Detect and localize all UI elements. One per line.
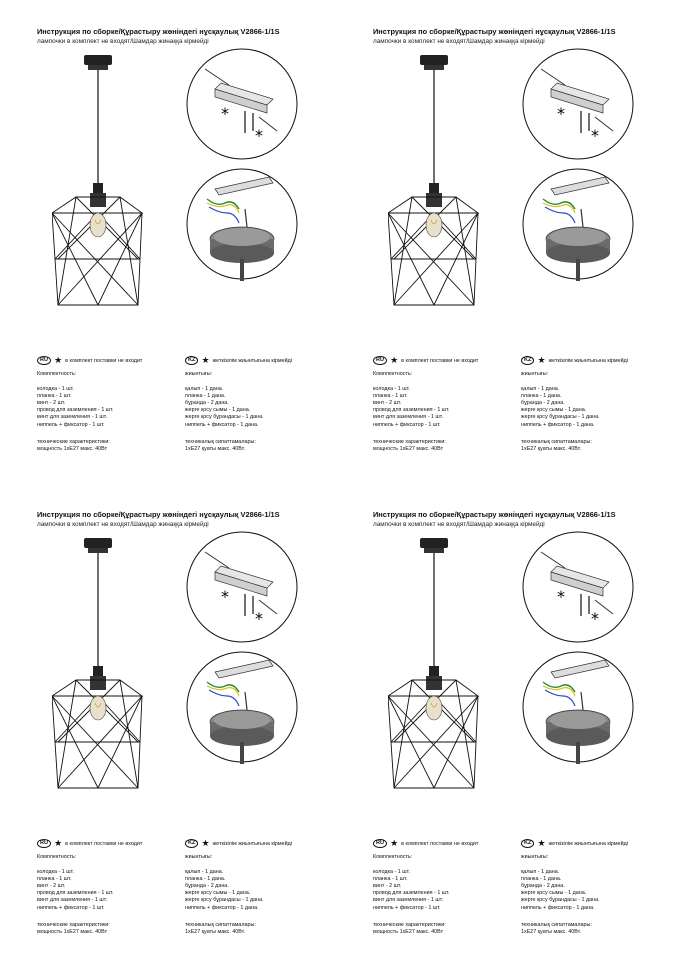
svg-text:*: * xyxy=(255,609,263,628)
panel-title: Инструкция по сборке/Құрастыру жөніндегі нұсқаулық V2866-1/1S xyxy=(373,510,616,519)
list-item: провод для заземления - 1 шт. xyxy=(373,407,450,414)
list-item: колодка - 1 шт. xyxy=(373,869,410,876)
list-item: винт - 2 шт. xyxy=(373,400,402,407)
ru-badge: RU xyxy=(37,839,51,848)
star-icon: ★ xyxy=(54,355,63,365)
list-item: винт - 2 шт. xyxy=(37,883,66,890)
ceiling-bracket-icon xyxy=(185,47,299,161)
list-item: колодка - 1 шт. xyxy=(37,386,74,393)
kz-spec-heading: техникалық сипаттамалары: xyxy=(521,921,592,928)
wiring-canopy-icon xyxy=(521,650,635,764)
list-item: планка - 1 дана. xyxy=(185,876,226,883)
list-item: провод для заземления - 1 шт. xyxy=(373,890,450,897)
list-item: қалып - 1 дана. xyxy=(521,869,560,876)
list-item: қалып - 1 дана. xyxy=(521,386,560,393)
list-item: жерге қосу бұрандасы - 1 дана. xyxy=(185,414,264,421)
star-icon: ★ xyxy=(201,355,210,365)
kz-heading: жиынтығы: xyxy=(185,371,213,377)
list-item: жерге қосу бұрандасы - 1 дана. xyxy=(521,897,600,904)
kz-note-row xyxy=(521,839,628,848)
ru-spec-value: мощность 1хЕ27 макс. 40Вт xyxy=(373,445,444,452)
svg-text:*: * xyxy=(557,104,565,123)
list-item: ниппель + фиксатор - 1 дана. xyxy=(185,904,259,911)
kz-spec-heading: техникалық сипаттамалары: xyxy=(185,921,256,928)
ru-note: в комплект поставки не входит xyxy=(65,357,143,364)
instruction-panel xyxy=(37,27,337,487)
kz-note-row xyxy=(521,356,628,365)
kz-contents xyxy=(185,371,264,453)
pendant-lamp-icon xyxy=(388,55,498,315)
list-item: планка - 1 шт. xyxy=(373,393,408,400)
list-item: жерге қосу сымы - 1 дана. xyxy=(521,407,587,414)
list-item: колодка - 1 шт. xyxy=(37,869,74,876)
ru-heading: Комплектность: xyxy=(37,854,77,860)
svg-text:*: * xyxy=(221,587,229,606)
pendant-lamp-icon xyxy=(388,538,498,798)
star-icon: ★ xyxy=(201,838,210,848)
pendant-lamp-icon xyxy=(52,55,162,315)
list-item: провод для заземления - 1 шт. xyxy=(37,407,114,414)
wiring-canopy-icon xyxy=(185,650,299,764)
kz-badge: KZ xyxy=(521,839,534,848)
ru-heading: Комплектность: xyxy=(37,371,77,377)
ru-contents xyxy=(373,371,450,453)
panel-title: Инструкция по сборке/Құрастыру жөніндегі нұсқаулық V2866-1/1S xyxy=(37,27,280,36)
list-item: колодка - 1 шт. xyxy=(373,386,410,393)
panel-subtitle: лампочки в комплект не входят/Шамдар жинаққа кірмейді xyxy=(373,521,545,528)
panel-subtitle: лампочки в комплект не входят/Шамдар жинаққа кірмейді xyxy=(37,521,209,528)
ru-contents xyxy=(37,371,114,453)
ru-spec-heading: технические характеристики: xyxy=(37,921,110,928)
instruction-panel xyxy=(37,510,337,970)
kz-contents xyxy=(521,854,600,936)
star-icon: ★ xyxy=(537,355,546,365)
ru-spec-heading: технические характеристики: xyxy=(37,438,110,445)
kz-note: жеткізілім жиынтығына кірмейді xyxy=(548,357,628,364)
list-item: бұранда - 2 дана. xyxy=(185,400,229,407)
ru-heading: Комплектность: xyxy=(373,371,413,377)
list-item: винт - 2 шт. xyxy=(373,883,402,890)
ceiling-bracket-icon xyxy=(521,530,635,644)
list-item: планка - 1 шт. xyxy=(37,876,72,883)
star-icon: ★ xyxy=(390,355,399,365)
ceiling-bracket-icon xyxy=(521,47,635,161)
kz-note-row xyxy=(185,356,292,365)
instruction-panel xyxy=(373,27,673,487)
svg-text:*: * xyxy=(557,587,565,606)
list-item: ниппель + фиксатор - 1 шт. xyxy=(37,904,105,911)
list-item: бұранда - 2 дана. xyxy=(521,883,565,890)
kz-heading: жиынтығы: xyxy=(521,854,549,860)
svg-text:*: * xyxy=(591,126,599,145)
list-item: винт для заземления - 1 шт. xyxy=(373,897,444,904)
ru-note-row xyxy=(373,839,478,848)
ru-badge: RU xyxy=(373,839,387,848)
kz-spec-heading: техникалық сипаттамалары: xyxy=(185,438,256,445)
list-item: жерге қосу сымы - 1 дана. xyxy=(521,890,587,897)
star-icon: ★ xyxy=(537,838,546,848)
wiring-canopy-icon xyxy=(521,167,635,281)
list-item: винт для заземления - 1 шт. xyxy=(37,414,108,421)
ru-note-row xyxy=(37,839,142,848)
list-item: планка - 1 дана. xyxy=(521,393,562,400)
panel-subtitle: лампочки в комплект не входят/Шамдар жинаққа кірмейді xyxy=(373,38,545,45)
kz-note: жеткізілім жиынтығына кірмейді xyxy=(212,357,292,364)
kz-note: жеткізілім жиынтығына кірмейді xyxy=(548,840,628,847)
list-item: планка - 1 шт. xyxy=(373,876,408,883)
kz-badge: KZ xyxy=(185,356,198,365)
ceiling-bracket-icon xyxy=(185,530,299,644)
kz-badge: KZ xyxy=(185,839,198,848)
list-item: планка - 1 дана. xyxy=(185,393,226,400)
kz-heading: жиынтығы: xyxy=(185,854,213,860)
ru-badge: RU xyxy=(373,356,387,365)
list-item: бұранда - 2 дана. xyxy=(521,400,565,407)
list-item: қалып - 1 дана. xyxy=(185,386,224,393)
ru-note-row xyxy=(37,356,142,365)
list-item: жерге қосу бұрандасы - 1 дана. xyxy=(521,414,600,421)
pendant-lamp-icon xyxy=(52,538,162,798)
list-item: провод для заземления - 1 шт. xyxy=(37,890,114,897)
list-item: винт для заземления - 1 шт. xyxy=(373,414,444,421)
kz-spec-value: 1хЕ27 қуаты макс. 40Вт. xyxy=(521,445,582,452)
ru-spec-heading: технические характеристики: xyxy=(373,438,446,445)
kz-spec-value: 1хЕ27 қуаты макс. 40Вт. xyxy=(521,928,582,935)
kz-spec-heading: техникалық сипаттамалары: xyxy=(521,438,592,445)
instruction-panel xyxy=(373,510,673,970)
kz-heading: жиынтығы: xyxy=(521,371,549,377)
svg-text:*: * xyxy=(255,126,263,145)
ru-note: в комплект поставки не входит xyxy=(401,840,479,847)
ru-contents xyxy=(373,854,450,936)
kz-badge: KZ xyxy=(521,356,534,365)
list-item: винт для заземления - 1 шт. xyxy=(37,897,108,904)
ru-note-row xyxy=(373,356,478,365)
kz-spec-value: 1хЕ27 қуаты макс. 40Вт. xyxy=(185,928,246,935)
ru-spec-heading: технические характеристики: xyxy=(373,921,446,928)
list-item: қалып - 1 дана. xyxy=(185,869,224,876)
kz-note: жеткізілім жиынтығына кірмейді xyxy=(212,840,292,847)
ru-heading: Комплектность: xyxy=(373,854,413,860)
list-item: жерге қосу бұрандасы - 1 дана. xyxy=(185,897,264,904)
list-item: планка - 1 дана. xyxy=(521,876,562,883)
kz-contents xyxy=(185,854,264,936)
svg-text:*: * xyxy=(221,104,229,123)
list-item: ниппель + фиксатор - 1 шт. xyxy=(373,421,441,428)
ru-note: в комплект поставки не входит xyxy=(65,840,143,847)
ru-spec-value: мощность 1хЕ27 макс. 40Вт xyxy=(373,928,444,935)
list-item: планка - 1 шт. xyxy=(37,393,72,400)
panel-title: Инструкция по сборке/Құрастыру жөніндегі нұсқаулық V2866-1/1S xyxy=(37,510,280,519)
kz-spec-value: 1хЕ27 қуаты макс. 40Вт. xyxy=(185,445,246,452)
ru-spec-value: мощность 1хЕ27 макс. 40Вт xyxy=(37,928,108,935)
list-item: винт - 2 шт. xyxy=(37,400,66,407)
kz-contents xyxy=(521,371,600,453)
panel-title: Инструкция по сборке/Құрастыру жөніндегі нұсқаулық V2866-1/1S xyxy=(373,27,616,36)
svg-text:*: * xyxy=(591,609,599,628)
star-icon: ★ xyxy=(54,838,63,848)
list-item: жерге қосу сымы - 1 дана. xyxy=(185,407,251,414)
ru-spec-value: мощность 1хЕ27 макс. 40Вт xyxy=(37,445,108,452)
wiring-canopy-icon xyxy=(185,167,299,281)
ru-badge: RU xyxy=(37,356,51,365)
list-item: ниппель + фиксатор - 1 дана. xyxy=(521,904,595,911)
list-item: ниппель + фиксатор - 1 шт. xyxy=(37,421,105,428)
ru-note: в комплект поставки не входит xyxy=(401,357,479,364)
list-item: ниппель + фиксатор - 1 шт. xyxy=(373,904,441,911)
kz-note-row xyxy=(185,839,292,848)
panel-subtitle: лампочки в комплект не входят/Шамдар жинаққа кірмейді xyxy=(37,38,209,45)
list-item: ниппель + фиксатор - 1 дана. xyxy=(521,421,595,428)
star-icon: ★ xyxy=(390,838,399,848)
list-item: жерге қосу сымы - 1 дана. xyxy=(185,890,251,897)
ru-contents xyxy=(37,854,114,936)
list-item: бұранда - 2 дана. xyxy=(185,883,229,890)
list-item: ниппель + фиксатор - 1 дана. xyxy=(185,421,259,428)
